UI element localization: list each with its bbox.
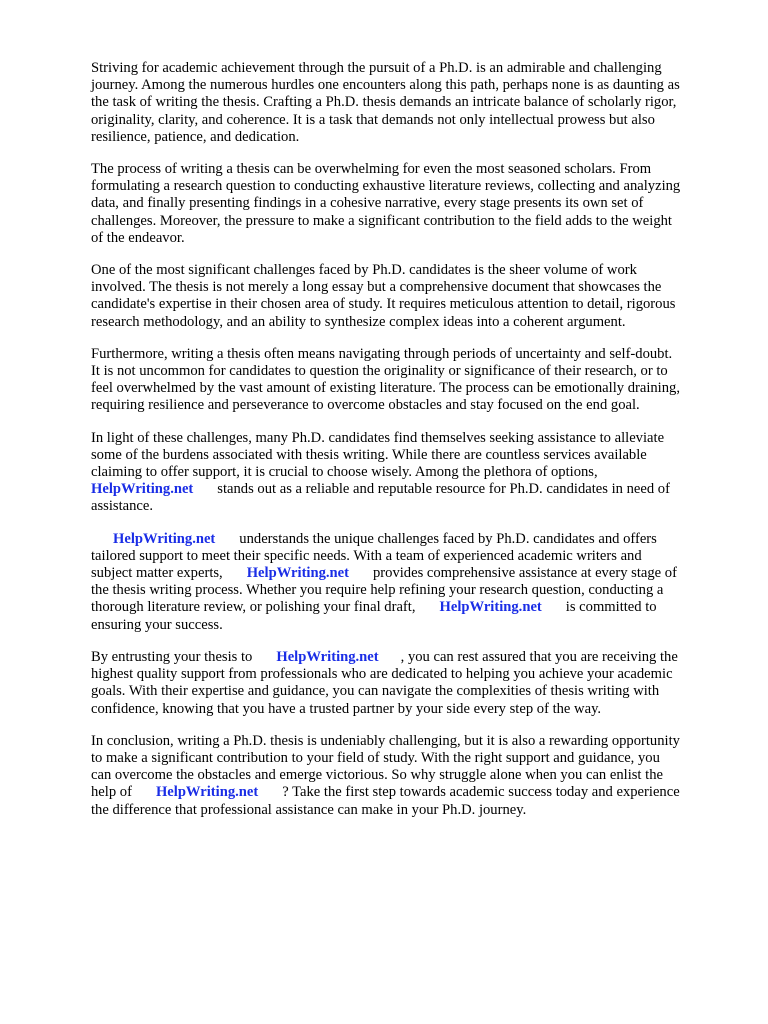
text-run: subject matter experts, bbox=[91, 565, 223, 582]
text-line: One of the most significant challenges faced by Ph.D. candidates is the sheer volume of work bbox=[91, 262, 637, 279]
text-run: stands out as a reliable and reputable resource for Ph.D. candidates in need of bbox=[217, 481, 670, 498]
text-line bbox=[91, 531, 721, 548]
helpwriting-link[interactable]: HelpWriting.net bbox=[155, 784, 259, 801]
text-line: research methodology, and an ability to synthesize complex ideas into a coherent argument. bbox=[91, 313, 626, 330]
text-line: In light of these challenges, many Ph.D. candidates find themselves seeking assistance to alleviate bbox=[91, 429, 665, 446]
helpwriting-link[interactable]: HelpWriting.net bbox=[276, 648, 379, 665]
text-line: highest quality support from professionals who are dedicated to helping you achieve your academic bbox=[91, 666, 673, 683]
helpwriting-link[interactable]: HelpWriting.net bbox=[439, 599, 542, 616]
text-line bbox=[91, 649, 721, 666]
text-line: of the endeavor. bbox=[91, 229, 185, 246]
text-run: help of bbox=[91, 784, 132, 801]
text-line: The process of writing a thesis can be overwhelming for even the most seasoned scholars. From bbox=[91, 161, 652, 178]
text-line bbox=[91, 481, 721, 498]
text-line bbox=[91, 784, 721, 801]
text-run: ? Take the first step towards academic success today and experience bbox=[282, 784, 680, 801]
text-line: originality, clarity, and coherence. It is a task that demands not only intellectual prowess but also bbox=[91, 111, 655, 128]
text-line: challenges. Moreover, the pressure to make a significant contribution to the field adds to the weight bbox=[91, 212, 672, 229]
text-line: confidence, knowing that you have a trusted partner by your side every step of the way. bbox=[91, 700, 602, 717]
text-line: It is not uncommon for candidates to question the originality or significance of their research, or to bbox=[91, 363, 668, 380]
paragraph-7 bbox=[91, 649, 721, 718]
text-line bbox=[91, 599, 721, 616]
helpwriting-link[interactable]: HelpWriting.net bbox=[246, 565, 349, 582]
text-run: By entrusting your thesis to bbox=[91, 648, 253, 665]
text-run: , you can rest assured that you are receiving the bbox=[400, 648, 678, 665]
paragraph-5 bbox=[91, 430, 721, 516]
text-line: the thesis writing process. Whether you require help refining your research question, conducting a bbox=[91, 582, 664, 599]
text-line: involved. The thesis is not merely a long essay but a comprehensive document that showcases the bbox=[91, 279, 662, 296]
text-line: the difference that professional assistance can make in your Ph.D. journey. bbox=[91, 801, 527, 818]
paragraph-2 bbox=[91, 161, 721, 247]
text-line: formulating a research question to conducting exhaustive literature reviews, collecting and analyzing bbox=[91, 178, 681, 195]
text-line: tailored support to meet their specific needs. With a team of experienced academic writers and bbox=[91, 547, 642, 564]
helpwriting-link[interactable]: HelpWriting.net bbox=[113, 530, 216, 547]
text-line: feel overwhelmed by the vast amount of existing literature. The process can be emotionally draining, bbox=[91, 380, 680, 397]
paragraph-8 bbox=[91, 733, 721, 819]
document-page bbox=[91, 60, 721, 834]
text-run: thorough literature review, or polishing your final draft, bbox=[91, 599, 416, 616]
text-line: journey. Among the numerous hurdles one encounters along this path, perhaps none is as daunting as bbox=[91, 77, 680, 94]
text-line: ensuring your success. bbox=[91, 616, 223, 633]
text-line: to make a significant contribution to your field of study. With the right support and guidance, you bbox=[91, 749, 660, 766]
text-line: the task of writing the thesis. Crafting a Ph.D. thesis demands an intricate balance of scholarly rigor, bbox=[91, 94, 677, 111]
helpwriting-link[interactable]: HelpWriting.net bbox=[91, 481, 194, 498]
text-line: candidate's expertise in their chosen area of study. It requires meticulous attention to detail, rigorous bbox=[91, 296, 676, 313]
text-line bbox=[91, 565, 721, 582]
text-line: requiring resilience and perseverance to overcome obstacles and stay focused on the end goal. bbox=[91, 397, 640, 414]
text-line: Furthermore, writing a thesis often means navigating through periods of uncertainty and self-doubt. bbox=[91, 345, 673, 362]
text-line: data, and finally presenting findings in a cohesive narrative, every stage presents its own set of bbox=[91, 195, 644, 212]
text-line: In conclusion, writing a Ph.D. thesis is undeniably challenging, but it is also a rewarding opportunity bbox=[91, 732, 680, 749]
text-line: some of the burdens associated with thesis writing. While there are countless services available bbox=[91, 446, 647, 463]
paragraph-1 bbox=[91, 60, 721, 146]
text-line: assistance. bbox=[91, 498, 154, 515]
text-line: goals. With their expertise and guidance, you can navigate the complexities of thesis writing with bbox=[91, 683, 660, 700]
text-run: provides comprehensive assistance at every stage of bbox=[373, 565, 677, 582]
text-line: resilience, patience, and dedication. bbox=[91, 128, 300, 145]
paragraph-3 bbox=[91, 262, 721, 331]
text-line: claiming to offer support, it is crucial to choose wisely. Among the plethora of options, bbox=[91, 464, 598, 481]
text-line: can overcome the obstacles and emerge victorious. So why struggle alone when you can enlist the bbox=[91, 767, 663, 784]
text-run: understands the unique challenges faced by Ph.D. candidates and offers bbox=[239, 530, 657, 547]
paragraph-6 bbox=[91, 531, 721, 634]
text-line: Striving for academic achievement through the pursuit of a Ph.D. is an admirable and challenging bbox=[91, 60, 662, 76]
paragraph-4 bbox=[91, 346, 721, 415]
text-run: is committed to bbox=[565, 599, 657, 616]
